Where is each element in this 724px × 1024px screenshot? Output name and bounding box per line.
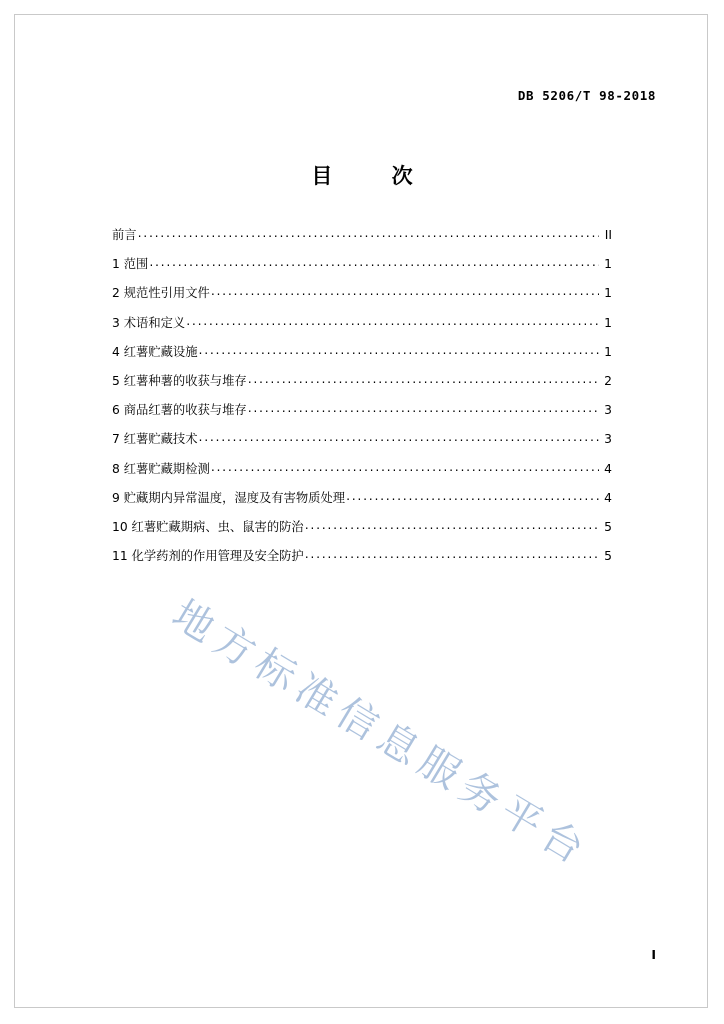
toc-entry-label: 1 范围 — [112, 257, 149, 272]
toc-leader-dots — [149, 257, 599, 269]
toc-entry-page: 5 — [604, 549, 612, 564]
toc-leader-dots — [305, 520, 599, 532]
toc-leader-dots — [199, 345, 599, 357]
watermark-char: 务 — [451, 762, 510, 824]
watermark-char: 信 — [328, 689, 387, 750]
watermark-char: 息 — [369, 713, 428, 775]
toc-entry-label: 11 化学药剂的作用管理及安全防护 — [112, 549, 304, 564]
toc-entry-label: 4 红薯贮藏设施 — [112, 344, 198, 359]
watermark-char: 方 — [205, 615, 264, 677]
toc-entry-label: 前言 — [112, 228, 137, 242]
toc-entry-label: 9 贮藏期内异常温度，湿度及有害物质处理 — [112, 490, 346, 505]
toc-entry-page: 5 — [604, 519, 612, 534]
page-title: 目 次 — [311, 164, 439, 188]
toc-entry-page: 4 — [604, 461, 612, 476]
toc-entry-page: 1 — [604, 286, 612, 301]
toc-entry-page: 1 — [604, 257, 612, 272]
toc-leader-dots — [186, 316, 599, 328]
page-number: I — [651, 947, 656, 962]
toc-entry-page: 1 — [604, 344, 612, 359]
toc-entry-page: II — [604, 228, 612, 242]
toc-entry[interactable] — [112, 257, 612, 271]
watermark-char: 地 — [164, 591, 223, 652]
watermark-char: 准 — [287, 664, 346, 726]
toc-leader-dots — [305, 549, 599, 561]
toc-entry[interactable] — [112, 462, 612, 476]
toc-entry[interactable] — [112, 549, 612, 563]
toc-leader-dots — [346, 491, 599, 503]
toc-entry[interactable] — [112, 316, 612, 330]
toc-entry-page: 3 — [604, 432, 612, 447]
toc-leader-dots — [248, 374, 599, 386]
toc-leader-dots — [211, 462, 599, 474]
toc-entry-label: 10 红薯贮藏期病、虫、鼠害的防治 — [112, 519, 304, 534]
toc-entry-label: 5 红薯种薯的收获与堆存 — [112, 373, 247, 388]
toc-entry-page: 3 — [604, 403, 612, 418]
toc-entry-page: 1 — [604, 315, 612, 330]
toc-entry[interactable] — [112, 374, 612, 388]
toc-entry[interactable] — [112, 286, 612, 300]
toc-leader-dots — [138, 228, 599, 240]
standard-code: DB 5206/T 98-2018 — [517, 88, 656, 103]
toc-entry-label: 8 红薯贮藏期检测 — [112, 461, 210, 476]
toc-entry[interactable] — [112, 403, 612, 417]
toc-entry-page: 4 — [604, 490, 612, 505]
toc-leader-dots — [211, 286, 599, 298]
toc-leader-dots — [199, 432, 599, 444]
toc-entry[interactable] — [112, 520, 612, 534]
watermark — [164, 590, 605, 873]
watermark-char: 台 — [533, 811, 592, 873]
toc-entry[interactable] — [112, 345, 612, 359]
toc-leader-dots — [248, 403, 599, 415]
table-of-contents — [112, 228, 612, 578]
toc-entry[interactable] — [112, 432, 612, 446]
toc-entry-page: 2 — [604, 373, 612, 388]
toc-entry[interactable] — [112, 491, 612, 505]
toc-entry-label: 2 规范性引用文件 — [112, 286, 210, 301]
watermark-char: 标 — [246, 640, 305, 701]
toc-entry-label: 6 商品红薯的收获与堆存 — [112, 403, 247, 418]
toc-entry-label: 3 术语和定义 — [112, 315, 186, 330]
toc-entry-label: 7 红薯贮藏技术 — [112, 432, 198, 447]
watermark-char: 服 — [410, 738, 469, 799]
toc-entry[interactable] — [112, 228, 612, 242]
watermark-char: 平 — [492, 787, 551, 848]
